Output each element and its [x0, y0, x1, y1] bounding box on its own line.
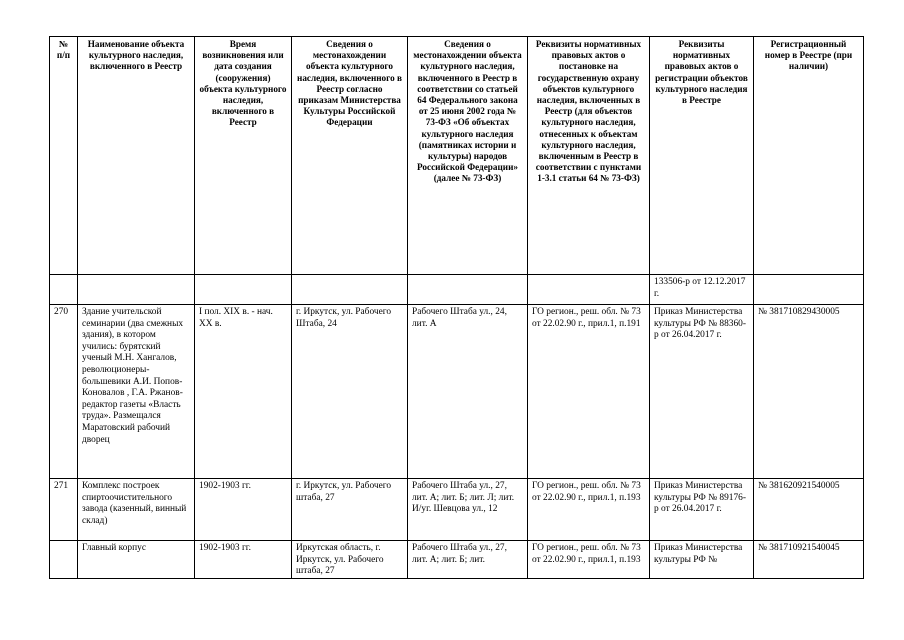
- cell-address-order: г. Иркутск, ул. Рабочего Штаба, 24: [292, 305, 408, 479]
- cell-date: 1902-1903 гг.: [195, 541, 292, 579]
- cell-acts-registration: Приказ Министерства культуры РФ №: [650, 541, 754, 579]
- document-page: [49, 36, 863, 579]
- header-number: № п/п: [50, 37, 78, 275]
- table-row: [50, 275, 864, 305]
- cell-address-law: Рабочего Штаба ул., 27, лит. А; лит. Б; лит. Л; лит. И/уг. Шевцова ул., 12: [408, 479, 528, 541]
- header-reg-number: Регистрационный номер в Реестре (при наличии): [754, 37, 864, 275]
- header-address-law: Сведения о местонахождении объекта культурного наследия, включенного в Реестр в соответствии со статьей 64 Федерального закона от 25 июня 2002 года № 73-ФЗ «Об объектах культурного наследия (памятниках истории и культуры) народов Российской Федерации» (далее № 73-ФЗ): [408, 37, 528, 275]
- cell-reg-number: [754, 275, 864, 305]
- table-row: [50, 541, 864, 579]
- header-acts-registration: Реквизиты нормативных правовых актов о регистрации объектов культурного наследия в Реестре: [650, 37, 754, 275]
- header-acts-protection: Реквизиты нормативных правовых актов о постановке на государственную охрану объектов культурного наследия, включенных в Реестр (для объектов культурного наследия, отнесенных к объектам культурного наследия, включенным в Реестр в соответствии с пунктами 1-3.1 статьи 64 № 73-ФЗ): [528, 37, 650, 275]
- cell-acts-registration: Приказ Министерства культуры РФ № 89176-р от 26.04.2017 г.: [650, 479, 754, 541]
- cell-acts-protection: ГО регион., реш. обл. № 73 от 22.02.90 г., прил.1, п.191: [528, 305, 650, 479]
- cell-acts-registration: 133506-р от 12.12.2017 г.: [650, 275, 754, 305]
- header-address-order: Сведения о местонахождении объекта культурного наследия, включенного в Реестр согласно приказам Министерства Культуры Российской Федерации: [292, 37, 408, 275]
- cell-name: Главный корпус: [78, 541, 195, 579]
- cell-address-law: [408, 275, 528, 305]
- cell-acts-protection: ГО регион., реш. обл. № 73 от 22.02.90 г., прил.1, п.193: [528, 541, 650, 579]
- cell-number: [50, 541, 78, 579]
- cell-address-law: Рабочего Штаба ул., 27, лит. А; лит. Б; лит.: [408, 541, 528, 579]
- table-row: [50, 305, 864, 479]
- heritage-registry-table: [49, 36, 864, 579]
- cell-name: [78, 275, 195, 305]
- cell-date: 1902-1903 гг.: [195, 479, 292, 541]
- cell-name: Здание учительской семинарии (два смежных здания), в котором учились: бурятский ученый М.Н. Хангалов, революционеры-большевики А.И. Попов-Коновалов , Г.А. Ржанов-редактор газеты «Власть труда». Размещался Маратовский рабочий дворец: [78, 305, 195, 479]
- table-header-row: [50, 37, 864, 275]
- header-name: Наименование объекта культурного наследия, включенного в Реестр: [78, 37, 195, 275]
- cell-acts-protection: [528, 275, 650, 305]
- cell-date: [195, 275, 292, 305]
- cell-address-order: Иркутская область, г. Иркутск, ул. Рабочего штаба, 27: [292, 541, 408, 579]
- cell-name: Комплекс построек спиртоочистительного завода (казенный, винный склад): [78, 479, 195, 541]
- header-date: Время возникновения или дата создания (сооружения) объекта культурного наследия, включенного в Реестр: [195, 37, 292, 275]
- cell-number: [50, 275, 78, 305]
- cell-address-order: г. Иркутск, ул. Рабочего штаба, 27: [292, 479, 408, 541]
- cell-acts-protection: ГО регион., реш. обл. № 73 от 22.02.90 г., прил.1, п.193: [528, 479, 650, 541]
- table-row: [50, 479, 864, 541]
- cell-address-order: [292, 275, 408, 305]
- cell-reg-number: № 381710921540045: [754, 541, 864, 579]
- cell-reg-number: № 381710829430005: [754, 305, 864, 479]
- cell-number: 271: [50, 479, 78, 541]
- cell-address-law: Рабочего Штаба ул., 24, лит. А: [408, 305, 528, 479]
- cell-date: I пол. XIX в. - нач. XX в.: [195, 305, 292, 479]
- cell-number: 270: [50, 305, 78, 479]
- cell-acts-registration: Приказ Министерства культуры РФ № 88360-р от 26.04.2017 г.: [650, 305, 754, 479]
- cell-reg-number: № 381620921540005: [754, 479, 864, 541]
